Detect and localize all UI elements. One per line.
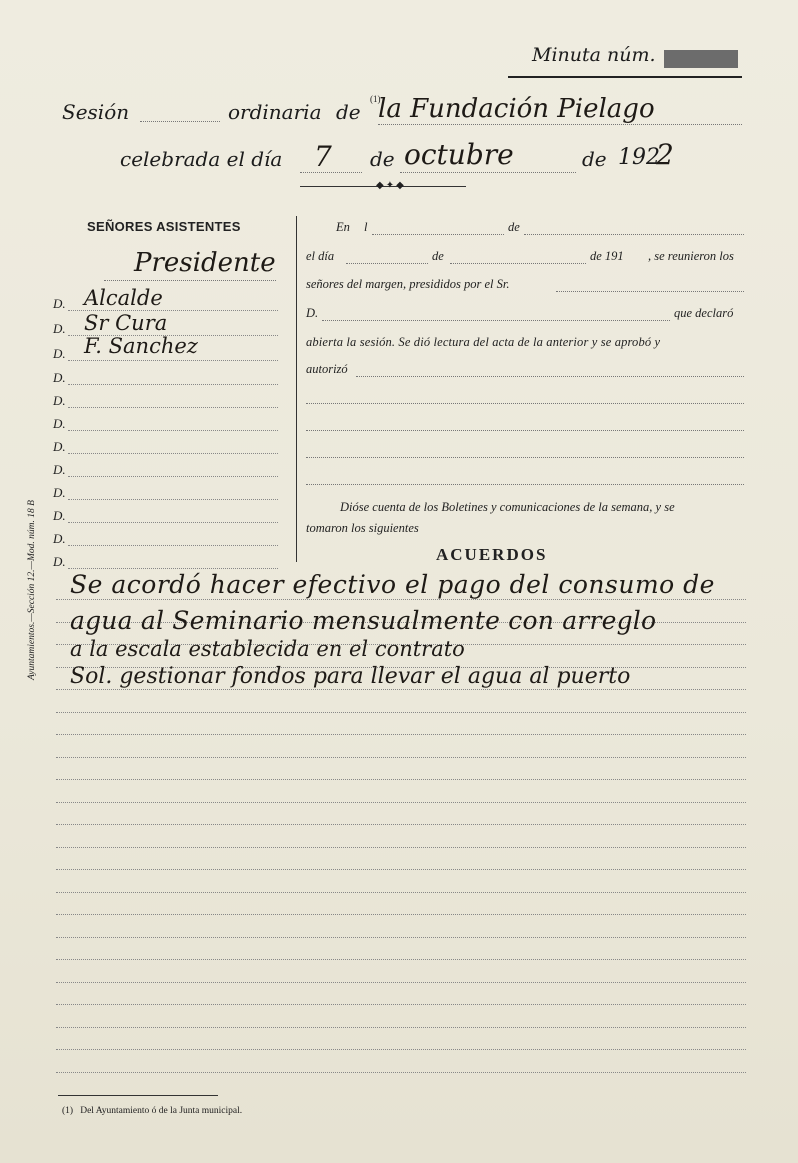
en-marker: l xyxy=(364,220,368,234)
de-text: de xyxy=(336,100,361,124)
attendees-heading: SEÑORES ASISTENTES xyxy=(87,219,241,234)
sr-dots xyxy=(556,291,744,292)
column-divider xyxy=(296,216,297,562)
tomaron-text: tomaron los siguientes xyxy=(306,521,419,535)
president-handwritten: Presidente xyxy=(134,248,276,278)
attendee-d-label: D. xyxy=(53,508,66,523)
minuta-underline xyxy=(508,76,742,78)
blank-line xyxy=(306,403,744,404)
acuerdo-line: agua al Seminario mensualmente con arreglo xyxy=(70,606,657,635)
autorizo-dots xyxy=(356,376,744,377)
el-dia-text: el día xyxy=(306,249,335,263)
blank-line xyxy=(306,484,744,485)
attendee-blank-line xyxy=(68,360,278,361)
ornament-icon: ◆✦◆ xyxy=(376,180,406,191)
reunieron-text: , se reunieron los xyxy=(648,249,734,263)
ruled-line xyxy=(56,599,746,600)
year-prefix-text: de 191 xyxy=(590,249,624,263)
footnote-text: (1) Del Ayuntamiento ó de la Junta municipal. xyxy=(62,1106,243,1116)
year-printed: 192 xyxy=(618,145,660,170)
ruled-line xyxy=(56,1049,746,1050)
d-dots xyxy=(322,320,670,321)
month-dots xyxy=(400,172,576,173)
ruled-line xyxy=(56,734,746,735)
en-text: En xyxy=(336,220,350,234)
blank-line xyxy=(306,457,744,458)
de-dots xyxy=(524,234,744,235)
ruled-line xyxy=(56,959,746,960)
day-dots xyxy=(300,172,362,173)
acuerdo-line: Se acordó hacer efectivo el pago del consumo de xyxy=(70,570,715,599)
ruled-line xyxy=(56,824,746,825)
attendee-d-label: D. xyxy=(53,462,66,477)
blank-line xyxy=(306,430,744,431)
ruled-line xyxy=(56,802,746,803)
en-dots xyxy=(372,234,504,235)
margin-print-text: Ayuntamientos.—Sección 12.—Mod. núm. 18 B xyxy=(27,500,37,680)
attendee-blank-line xyxy=(68,430,278,431)
footnote-marker: (1) xyxy=(370,94,381,104)
acuerdo-line: Sol. gestionar fondos para llevar el agua al puerto xyxy=(70,664,631,689)
ruled-line xyxy=(56,757,746,758)
attendee-blank-line xyxy=(68,522,278,523)
ruled-line xyxy=(56,779,746,780)
ruled-line xyxy=(56,712,746,713)
attendee-d-label: D. xyxy=(53,416,66,431)
autorizo-text: autorizó xyxy=(306,362,348,376)
de-month-text: de xyxy=(432,249,444,263)
entity-handwritten: la Fundación Pielago xyxy=(378,94,655,124)
diose-text: Dióse cuenta de los Boletines y comunicaciones de la semana, y se xyxy=(340,500,675,514)
ordinaria-text: ordinaria xyxy=(228,100,322,124)
attendee-d-label: D. xyxy=(53,346,66,361)
attendee-d-label: D. xyxy=(53,485,66,500)
attendee-d-label: D. xyxy=(53,370,66,385)
dia-dots xyxy=(346,263,428,264)
entity-dots xyxy=(378,124,742,125)
attendee-d-label: D. xyxy=(53,531,66,546)
acuerdos-title: ACUERDOS xyxy=(436,545,548,564)
ruled-line xyxy=(56,869,746,870)
attendee-name: Alcalde xyxy=(84,286,163,310)
attendee-blank-line xyxy=(68,476,278,477)
ruled-line xyxy=(56,847,746,848)
month-handwritten: octubre xyxy=(404,138,514,171)
attendee-d-label: D. xyxy=(53,554,66,569)
ruled-line xyxy=(56,982,746,983)
attendee-blank-line xyxy=(68,568,278,569)
attendee-d-label: D. xyxy=(53,296,66,311)
ruled-line xyxy=(56,914,746,915)
president-dots xyxy=(104,280,276,281)
attendee-name: F. Sanchez xyxy=(84,334,198,358)
de2-text: de xyxy=(370,147,395,171)
session-label: Sesión xyxy=(62,100,130,124)
attendee-blank-line xyxy=(68,384,278,385)
attendee-name: Sr Cura xyxy=(84,311,168,335)
session-dots xyxy=(140,121,220,122)
attendee-blank-line xyxy=(68,453,278,454)
de3-text: de xyxy=(582,147,607,171)
footnote-rule xyxy=(58,1095,218,1096)
redaction-bar xyxy=(664,50,738,68)
year-handwritten: 2 xyxy=(656,138,674,171)
abierta-text: abierta la sesión. Se dió lectura del acta de la anterior y se aprobó y xyxy=(306,335,661,349)
attendee-blank-line xyxy=(68,499,278,500)
attendee-blank-line xyxy=(68,407,278,408)
que-declaro-text: que declaró xyxy=(674,306,734,320)
ruled-line xyxy=(56,892,746,893)
senores-text: señores del margen, presididos por el Sr. xyxy=(306,277,510,291)
month-blank-dots xyxy=(450,263,586,264)
de-after-en: de xyxy=(508,220,520,234)
ruled-line xyxy=(56,1004,746,1005)
attendee-blank-line xyxy=(68,545,278,546)
acuerdo-line: a la escala establecida en el contrato xyxy=(70,637,465,661)
attendee-d-label: D. xyxy=(53,439,66,454)
d-text: D. xyxy=(306,306,319,320)
ruled-line xyxy=(56,1027,746,1028)
ruled-line xyxy=(56,1072,746,1073)
ruled-line xyxy=(56,937,746,938)
celebrada-text: celebrada el día xyxy=(120,147,283,171)
attendee-d-label: D. xyxy=(53,393,66,408)
attendee-d-label: D. xyxy=(53,321,66,336)
ruled-line xyxy=(56,689,746,690)
day-handwritten: 7 xyxy=(314,140,332,173)
minuta-label: Minuta núm. xyxy=(532,44,656,66)
